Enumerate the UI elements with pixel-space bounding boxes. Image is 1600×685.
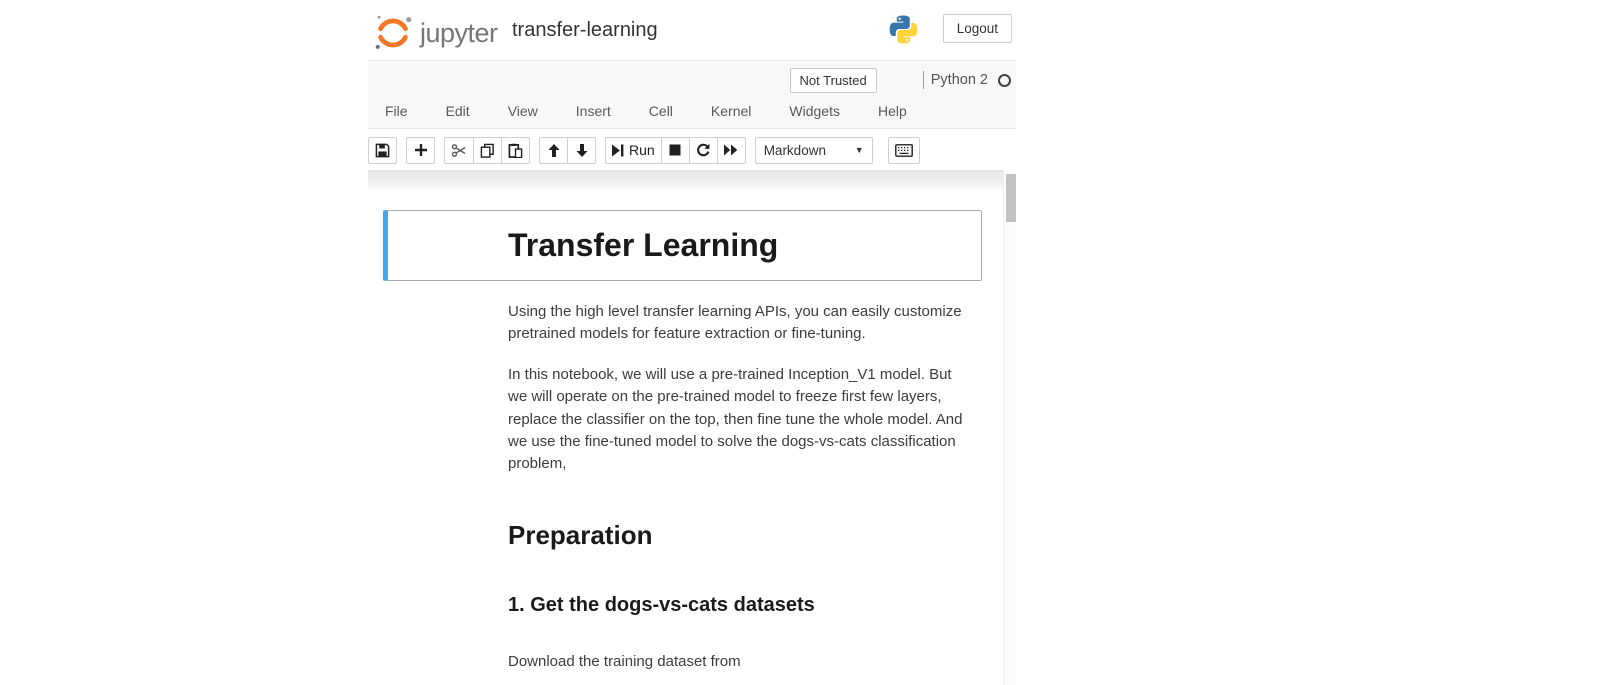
plus-icon bbox=[414, 143, 428, 157]
paste-cells-button[interactable] bbox=[501, 137, 530, 164]
markdown-cell-intro[interactable] bbox=[383, 300, 982, 347]
trust-status-badge[interactable]: Not Trusted bbox=[790, 68, 877, 93]
step-forward-icon bbox=[612, 144, 624, 157]
restart-kernel-button[interactable] bbox=[689, 137, 718, 164]
notebook-top-shadow bbox=[368, 170, 1003, 189]
copy-cells-button[interactable] bbox=[473, 137, 502, 164]
markdown-cell-description[interactable] bbox=[383, 363, 982, 477]
move-cell-up-button[interactable] bbox=[539, 137, 568, 164]
menu-insert[interactable]: Insert bbox=[575, 103, 611, 119]
notebook-h1: Transfer Learning bbox=[508, 227, 779, 263]
save-button[interactable] bbox=[368, 137, 397, 164]
app-header bbox=[368, 8, 1016, 58]
menu-edit[interactable]: Edit bbox=[445, 103, 470, 119]
menu-widgets[interactable]: Widgets bbox=[789, 103, 840, 119]
notebook-container bbox=[368, 170, 1003, 685]
command-palette-button[interactable] bbox=[888, 137, 920, 164]
scissors-icon bbox=[451, 143, 467, 158]
markdown-cell-preparation[interactable] bbox=[383, 519, 982, 552]
kernel-separator bbox=[923, 71, 924, 89]
paragraph-description: In this notebook, we will use a pre-trained Inception_V1 model. But we will operate on the pre-trained model to freeze first few layers, replace the classifier on the top, then fine tune the whole model. And we use the fine-tuned model to solve the dogs-vs-cats classification problem, bbox=[508, 365, 963, 473]
arrow-down-icon bbox=[575, 143, 589, 158]
kernel-idle-icon bbox=[998, 74, 1011, 87]
markdown-cell-download[interactable] bbox=[383, 650, 982, 674]
run-label: Run bbox=[629, 142, 655, 158]
logout-button[interactable]: Logout bbox=[943, 14, 1012, 43]
stop-icon bbox=[669, 144, 681, 156]
menubar-status-row bbox=[790, 66, 1016, 94]
markdown-cell-title[interactable] bbox=[383, 210, 982, 281]
refresh-icon bbox=[696, 143, 711, 158]
toolbar bbox=[368, 130, 1016, 170]
jupyter-app bbox=[368, 0, 1016, 685]
menu-help[interactable]: Help bbox=[877, 103, 907, 119]
paragraph-download: Download the training dataset from bbox=[508, 652, 741, 670]
menu-kernel[interactable]: Kernel bbox=[710, 103, 752, 119]
scrollbar-thumb[interactable] bbox=[1006, 174, 1016, 222]
menu-file[interactable]: File bbox=[385, 103, 408, 119]
paragraph-intro: Using the high level transfer learning APIs, you can easily customize pretrained models for feature extraction or fine-tuning. bbox=[508, 303, 962, 343]
keyboard-icon bbox=[895, 144, 913, 157]
jupyter-logo-text: jupyter bbox=[420, 17, 498, 48]
paste-icon bbox=[508, 143, 523, 158]
notebook-h2: Preparation bbox=[508, 519, 653, 550]
arrow-up-icon bbox=[547, 143, 561, 158]
interrupt-kernel-button[interactable] bbox=[661, 137, 690, 164]
markdown-cell-datasets-heading[interactable] bbox=[383, 593, 982, 618]
jupyter-logo-icon bbox=[372, 12, 414, 54]
cut-cells-button[interactable] bbox=[444, 137, 474, 164]
notebook-h3: 1. Get the dogs-vs-cats datasets bbox=[508, 593, 815, 616]
restart-run-all-button[interactable] bbox=[717, 137, 746, 164]
menu-cell[interactable]: Cell bbox=[648, 103, 673, 119]
kernel-name: Python 2 bbox=[930, 72, 988, 88]
kernel-indicator-group bbox=[923, 71, 1011, 89]
chevron-down-icon: ▼ bbox=[854, 145, 864, 155]
menu-row bbox=[383, 94, 909, 128]
copy-icon bbox=[480, 143, 495, 158]
cell-type-dropdown[interactable] bbox=[755, 137, 873, 164]
menu-view[interactable]: View bbox=[507, 103, 538, 119]
vertical-scrollbar[interactable] bbox=[1003, 170, 1016, 685]
run-cell-button[interactable] bbox=[605, 137, 662, 164]
menubar bbox=[368, 60, 1016, 129]
python-logo-icon bbox=[888, 14, 919, 45]
floppy-disk-icon bbox=[375, 143, 390, 158]
cell-type-value: Markdown bbox=[763, 142, 826, 158]
jupyter-logo[interactable] bbox=[372, 12, 498, 54]
fast-forward-icon bbox=[724, 144, 738, 156]
insert-cell-button[interactable] bbox=[406, 137, 435, 164]
notebook-title[interactable]: transfer-learning bbox=[512, 19, 658, 41]
move-cell-down-button[interactable] bbox=[567, 137, 596, 164]
